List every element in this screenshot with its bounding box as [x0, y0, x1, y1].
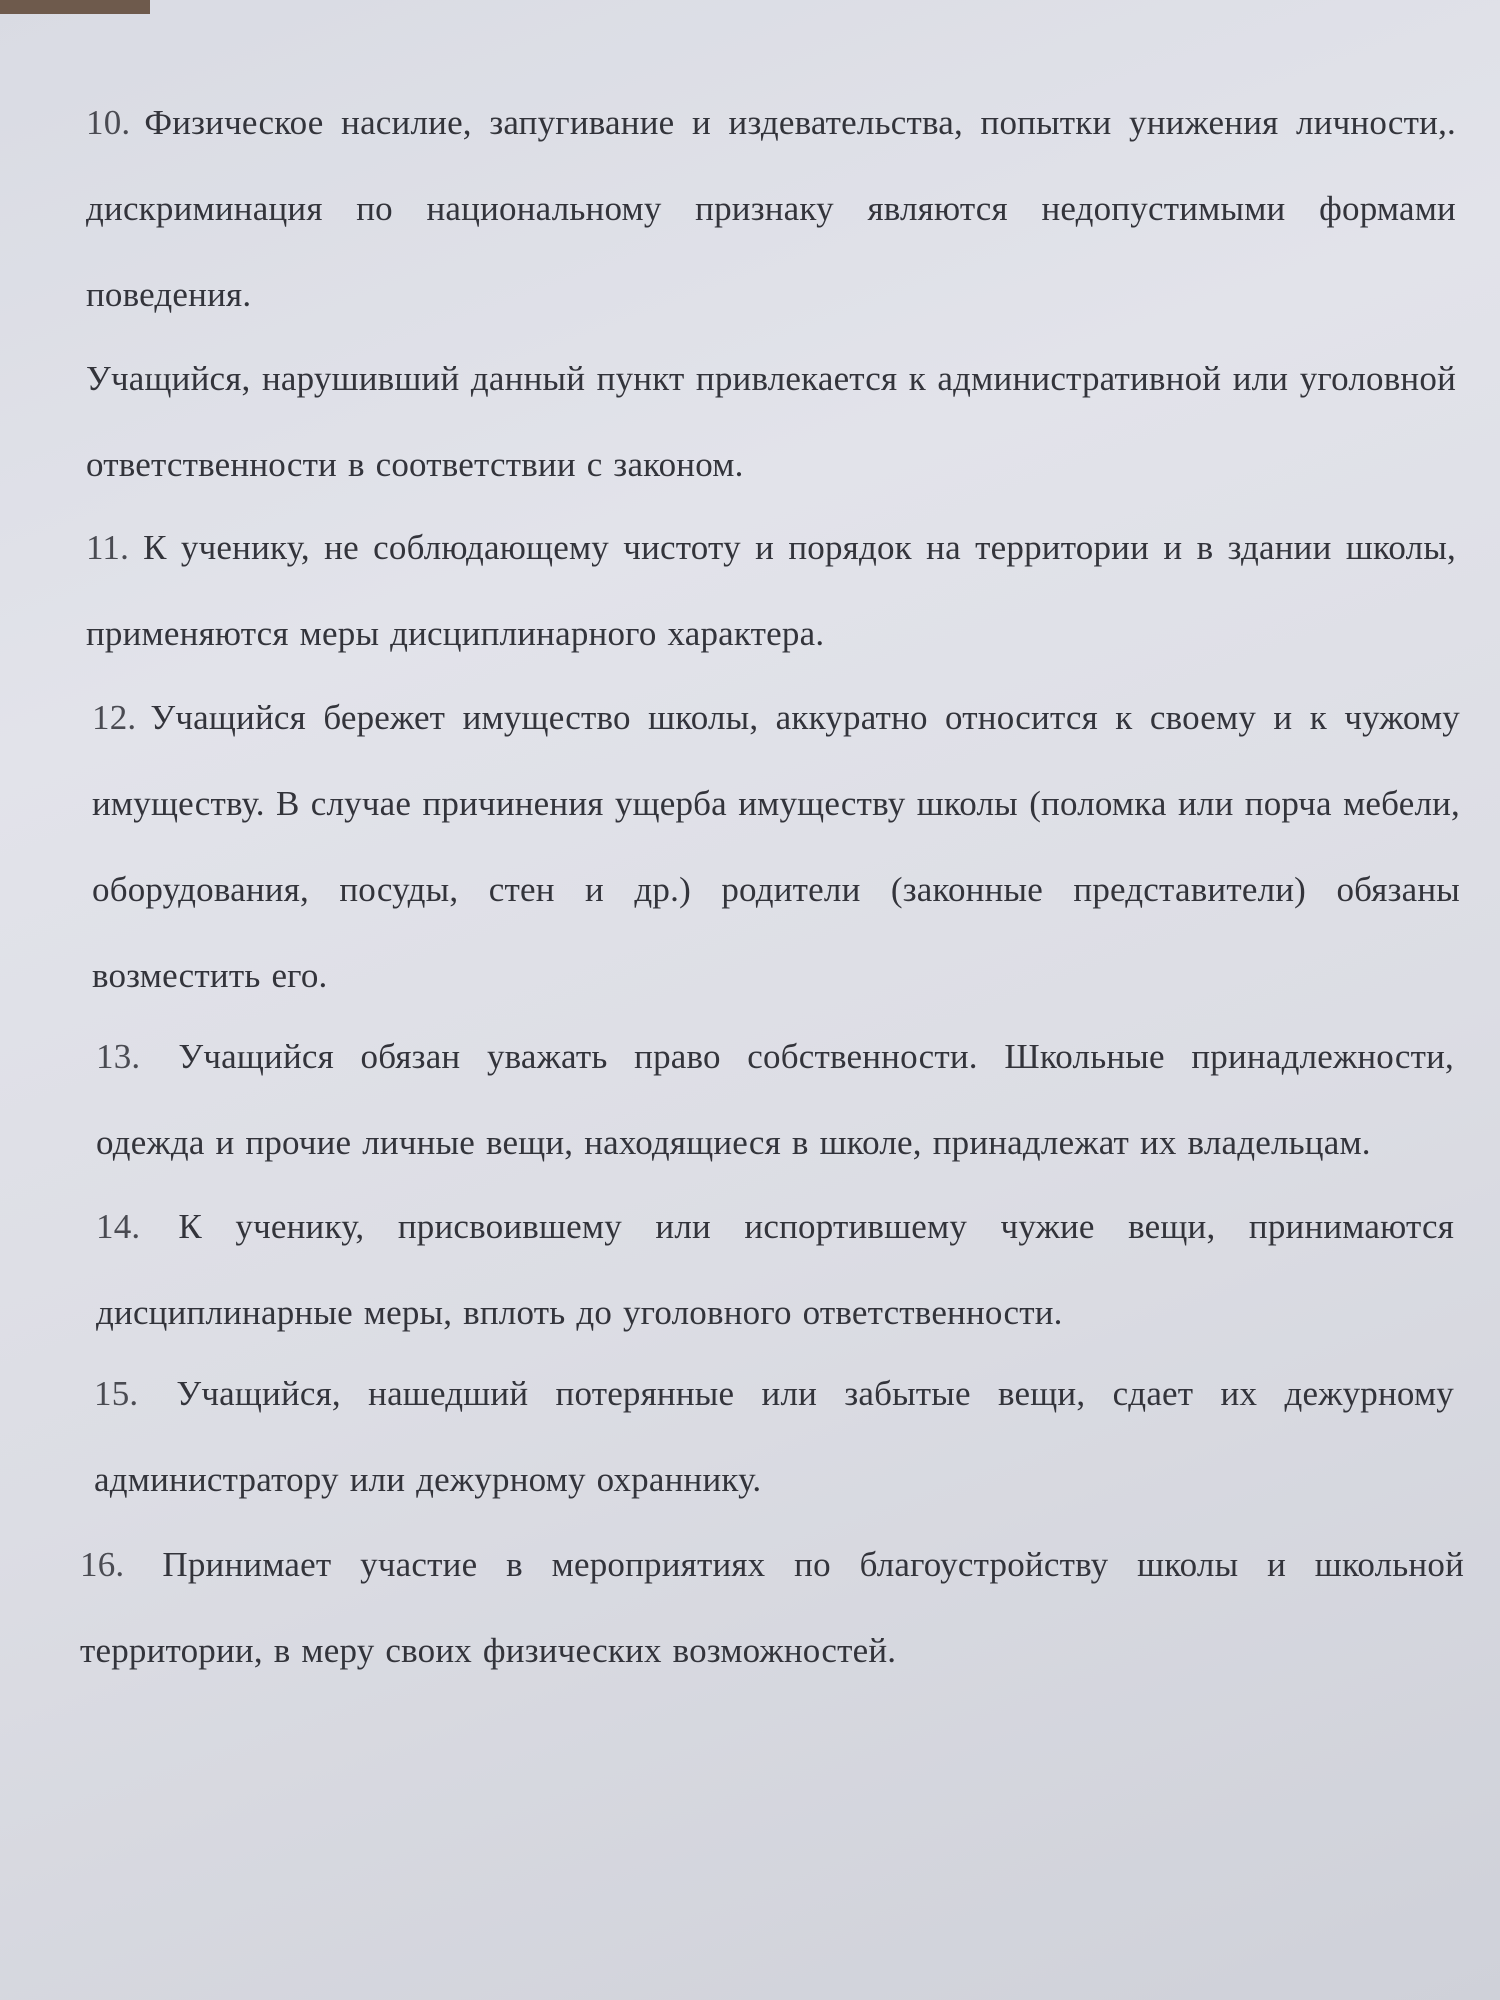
- rule-number: 11.: [86, 528, 130, 567]
- rule-text: Учащийся, нарушивший данный пункт привлекается к административной или уголовной ответственности в соответствии с законом.: [86, 359, 1456, 484]
- rule-number: 10.: [86, 103, 131, 142]
- rule-text: Учащийся, нашедший потерянные или забытые вещи, сдает их дежурному администратору или дежурному охраннику.: [94, 1374, 1454, 1499]
- rule-13: [96, 1014, 1454, 1186]
- rule-text: Учащийся бережет имущество школы, аккуратно относится к своему и к чужому имуществу. В случае причинения ущерба имуществу школы (поломка или порча мебели, оборудования, посуды, стен и др.) родители (законные представители) обязаны возместить его.: [92, 698, 1460, 995]
- rule-number: 16.: [80, 1545, 125, 1584]
- rule-text: К ученику, не соблюдающему чистоту и порядок на территории и в здании школы, применяются меры дисциплинарного характера.: [86, 528, 1456, 653]
- rule-number: 12.: [92, 698, 137, 737]
- rule-text: Учащийся обязан уважать право собственности. Школьные принадлежности, одежда и прочие личные вещи, находящиеся в школе, принадлежат их владельцам.: [96, 1037, 1454, 1162]
- rule-number: 14.: [96, 1207, 141, 1246]
- rule-10-consequence: [86, 336, 1456, 508]
- rule-text: К ученику, присвоившему или испортившему чужие вещи, принимаются дисциплинарные меры, вплоть до уголовного ответственности.: [96, 1207, 1454, 1332]
- rule-text: Принимает участие в мероприятиях по благоустройству школы и школьной территории, в меру своих физических возможностей.: [80, 1545, 1464, 1670]
- rule-14: [96, 1184, 1454, 1356]
- rule-12: [92, 675, 1460, 1019]
- rule-16: [80, 1522, 1464, 1694]
- rule-number: 15.: [94, 1374, 139, 1413]
- rule-15: [94, 1351, 1454, 1523]
- rule-number: 13.: [96, 1037, 141, 1076]
- rule-10: [86, 80, 1456, 338]
- rule-text: Физическое насилие, запугивание и издевательства, попытки унижения личности,. дискриминация по национальному признаку являются недопустимыми формами поведения.: [86, 103, 1456, 314]
- rule-11: [86, 505, 1456, 677]
